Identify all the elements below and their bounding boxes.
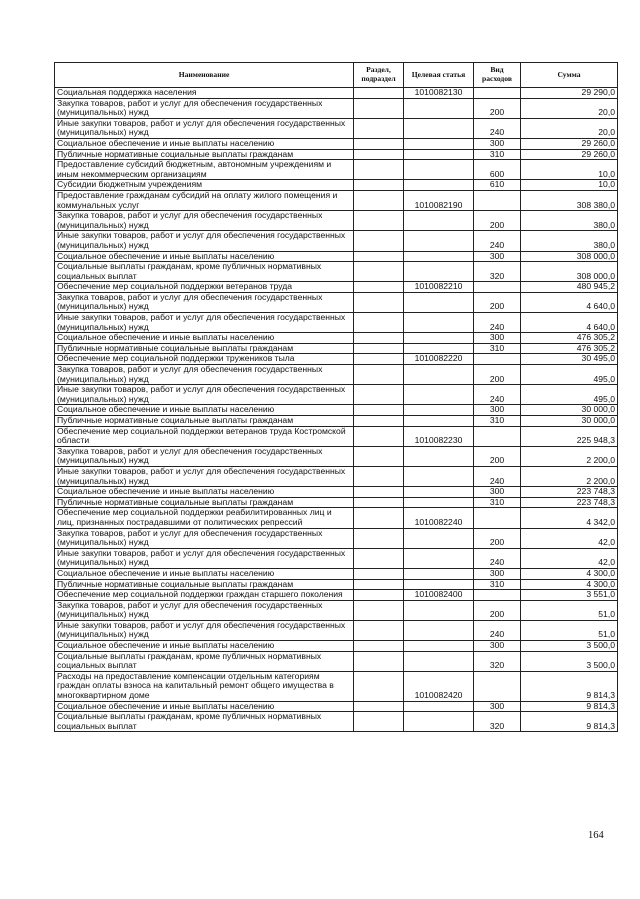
cell-target (404, 138, 474, 149)
cell-type: 600 (474, 160, 521, 180)
cell-type: 300 (474, 641, 521, 652)
cell-section (354, 671, 404, 701)
cell-target: 1010082240 (404, 508, 474, 528)
table-row (55, 701, 618, 712)
cell-sum: 30 000,0 (521, 405, 618, 416)
cell-name: Социальное обеспечение и иные выплаты населению (55, 568, 354, 579)
cell-sum: 20,0 (521, 98, 618, 118)
cell-sum: 51,0 (521, 600, 618, 620)
cell-sum: 10,0 (521, 160, 618, 180)
cell-section (354, 416, 404, 427)
cell-sum: 30 000,0 (521, 416, 618, 427)
table-row (55, 487, 618, 498)
cell-name: Предоставление гражданам субсидий на оплату жилого помещения и коммунальных услуг (55, 190, 354, 210)
table-row (55, 88, 618, 99)
cell-type: 300 (474, 405, 521, 416)
cell-target (404, 405, 474, 416)
table-row (55, 118, 618, 138)
cell-name: Социальное обеспечение и иные выплаты населению (55, 251, 354, 262)
cell-name: Иные закупки товаров, работ и услуг для обеспечения государственных (муниципальных) нужд (55, 385, 354, 405)
table-row (55, 600, 618, 620)
cell-name: Иные закупки товаров, работ и услуг для обеспечения государственных (муниципальных) нужд (55, 466, 354, 486)
cell-name: Социальное обеспечение и иные выплаты населению (55, 641, 354, 652)
cell-target (404, 568, 474, 579)
cell-target (404, 149, 474, 160)
cell-type: 300 (474, 487, 521, 498)
cell-name: Иные закупки товаров, работ и услуг для обеспечения государственных (муниципальных) нужд (55, 118, 354, 138)
cell-sum: 2 200,0 (521, 446, 618, 466)
table-row (55, 405, 618, 416)
cell-type: 200 (474, 365, 521, 385)
table-header (55, 63, 618, 88)
cell-section (354, 405, 404, 416)
cell-name: Социальные выплаты гражданам, кроме публичных нормативных социальных выплат (55, 651, 354, 671)
table-row (55, 620, 618, 640)
cell-name: Расходы на предоставление компенсации отдельным категориям граждан оплаты взноса на капитальный ремонт общего имущества в многоквартирном доме (55, 671, 354, 701)
cell-type: 240 (474, 620, 521, 640)
cell-target (404, 385, 474, 405)
table-row (55, 180, 618, 191)
table-row (55, 416, 618, 427)
cell-name: Публичные нормативные социальные выплаты гражданам (55, 579, 354, 590)
cell-sum: 3 500,0 (521, 651, 618, 671)
table-row (55, 313, 618, 333)
cell-type: 310 (474, 497, 521, 508)
table-row (55, 292, 618, 312)
cell-sum: 308 380,0 (521, 190, 618, 210)
cell-type: 200 (474, 98, 521, 118)
cell-target (404, 416, 474, 427)
header-sum: Сумма (521, 63, 618, 88)
cell-name: Социальное обеспечение и иные выплаты населению (55, 138, 354, 149)
cell-sum: 42,0 (521, 548, 618, 568)
cell-section (354, 251, 404, 262)
cell-type: 240 (474, 313, 521, 333)
cell-sum: 223 748,3 (521, 487, 618, 498)
cell-sum: 308 000,0 (521, 262, 618, 282)
cell-section (354, 190, 404, 210)
cell-sum: 495,0 (521, 385, 618, 405)
table-row (55, 385, 618, 405)
cell-section (354, 354, 404, 365)
cell-section (354, 160, 404, 180)
cell-sum: 10,0 (521, 180, 618, 191)
table-row (55, 579, 618, 590)
cell-type: 200 (474, 292, 521, 312)
table-row (55, 528, 618, 548)
table-body (55, 88, 618, 732)
cell-type (474, 88, 521, 99)
table-row (55, 231, 618, 251)
cell-name: Иные закупки товаров, работ и услуг для обеспечения государственных (муниципальных) нужд (55, 313, 354, 333)
cell-name: Публичные нормативные социальные выплаты гражданам (55, 149, 354, 160)
cell-type: 300 (474, 251, 521, 262)
cell-type: 310 (474, 149, 521, 160)
cell-type: 610 (474, 180, 521, 191)
cell-sum: 225 948,3 (521, 426, 618, 446)
cell-section (354, 568, 404, 579)
cell-name: Обеспечение мер социальной поддержки ветеранов труда Костромской области (55, 426, 354, 446)
cell-target: 1010082130 (404, 88, 474, 99)
cell-sum: 476 305,2 (521, 333, 618, 344)
cell-name: Публичные нормативные социальные выплаты гражданам (55, 497, 354, 508)
cell-target (404, 180, 474, 191)
cell-target: 1010082400 (404, 590, 474, 601)
cell-section (354, 651, 404, 671)
cell-name: Закупка товаров, работ и услуг для обеспечения государственных (муниципальных) нужд (55, 600, 354, 620)
cell-sum: 308 000,0 (521, 251, 618, 262)
cell-type (474, 282, 521, 293)
cell-type: 240 (474, 466, 521, 486)
cell-name: Закупка товаров, работ и услуг для обеспечения государственных (муниципальных) нужд (55, 446, 354, 466)
cell-target: 1010082210 (404, 282, 474, 293)
cell-name: Закупка товаров, работ и услуг для обеспечения государственных (муниципальных) нужд (55, 292, 354, 312)
cell-target (404, 487, 474, 498)
cell-target (404, 579, 474, 590)
cell-section (354, 231, 404, 251)
cell-type: 240 (474, 118, 521, 138)
cell-type: 320 (474, 262, 521, 282)
cell-name: Субсидии бюджетным учреждениям (55, 180, 354, 191)
table-row (55, 343, 618, 354)
cell-target (404, 466, 474, 486)
cell-target (404, 313, 474, 333)
cell-name: Обеспечение мер социальной поддержки граждан старшего поколения (55, 590, 354, 601)
cell-section (354, 211, 404, 231)
cell-target (404, 528, 474, 548)
cell-name: Социальное обеспечение и иные выплаты населению (55, 333, 354, 344)
cell-section (354, 466, 404, 486)
cell-section (354, 579, 404, 590)
cell-sum: 29 260,0 (521, 149, 618, 160)
cell-sum: 380,0 (521, 231, 618, 251)
budget-table (54, 62, 618, 732)
table-row (55, 333, 618, 344)
cell-section (354, 262, 404, 282)
cell-sum: 3 500,0 (521, 641, 618, 652)
cell-type: 310 (474, 416, 521, 427)
cell-section (354, 497, 404, 508)
cell-name: Предоставление субсидий бюджетным, автономным учреждениям и иным некоммерческим организациям (55, 160, 354, 180)
cell-section (354, 343, 404, 354)
cell-name: Социальные выплаты гражданам, кроме публичных нормативных социальных выплат (55, 712, 354, 732)
table-row (55, 160, 618, 180)
cell-target (404, 620, 474, 640)
table-row (55, 712, 618, 732)
cell-target: 1010082420 (404, 671, 474, 701)
cell-type: 310 (474, 579, 521, 590)
cell-sum: 30 495,0 (521, 354, 618, 365)
cell-name: Социальное обеспечение и иные выплаты населению (55, 405, 354, 416)
cell-sum: 9 814,3 (521, 712, 618, 732)
page-number: 164 (588, 830, 604, 841)
cell-name: Социальная поддержка населения (55, 88, 354, 99)
cell-section (354, 180, 404, 191)
cell-section (354, 712, 404, 732)
cell-section (354, 446, 404, 466)
table-row (55, 641, 618, 652)
cell-sum: 380,0 (521, 211, 618, 231)
cell-type (474, 354, 521, 365)
cell-name: Закупка товаров, работ и услуг для обеспечения государственных (муниципальных) нужд (55, 98, 354, 118)
header-name: Наименование (55, 63, 354, 88)
cell-sum: 2 200,0 (521, 466, 618, 486)
cell-sum: 42,0 (521, 528, 618, 548)
header-type: Вид расходов (474, 63, 521, 88)
cell-type (474, 426, 521, 446)
cell-type: 300 (474, 701, 521, 712)
table-row (55, 497, 618, 508)
cell-target (404, 231, 474, 251)
header-row (55, 63, 618, 88)
cell-target (404, 651, 474, 671)
cell-type: 300 (474, 138, 521, 149)
cell-type: 240 (474, 231, 521, 251)
cell-section (354, 487, 404, 498)
cell-name: Публичные нормативные социальные выплаты гражданам (55, 343, 354, 354)
cell-sum: 480 945,2 (521, 282, 618, 293)
cell-target: 1010082230 (404, 426, 474, 446)
cell-section (354, 365, 404, 385)
cell-type: 240 (474, 385, 521, 405)
header-section: Раздел, подраздел (354, 63, 404, 88)
cell-target (404, 118, 474, 138)
table-row (55, 282, 618, 293)
cell-target (404, 641, 474, 652)
cell-section (354, 98, 404, 118)
header-target: Целевая статья (404, 63, 474, 88)
cell-name: Закупка товаров, работ и услуг для обеспечения государственных (муниципальных) нужд (55, 211, 354, 231)
cell-name: Публичные нормативные социальные выплаты гражданам (55, 416, 354, 427)
cell-target (404, 548, 474, 568)
cell-type (474, 508, 521, 528)
cell-target (404, 446, 474, 466)
table-row (55, 98, 618, 118)
cell-target: 1010082190 (404, 190, 474, 210)
cell-type: 200 (474, 600, 521, 620)
cell-sum: 20,0 (521, 118, 618, 138)
table-row (55, 466, 618, 486)
cell-type: 240 (474, 548, 521, 568)
cell-type: 200 (474, 528, 521, 548)
table-row (55, 149, 618, 160)
cell-type: 320 (474, 651, 521, 671)
table-row (55, 426, 618, 446)
cell-type (474, 190, 521, 210)
cell-name: Иные закупки товаров, работ и услуг для обеспечения государственных (муниципальных) нужд (55, 548, 354, 568)
cell-sum: 9 814,3 (521, 701, 618, 712)
cell-name: Обеспечение мер социальной поддержки реабилитированных лиц и лиц, признанных пострадавшими от политических репрессий (55, 508, 354, 528)
cell-target (404, 211, 474, 231)
table-row (55, 211, 618, 231)
cell-section (354, 282, 404, 293)
cell-name: Иные закупки товаров, работ и услуг для обеспечения государственных (муниципальных) нужд (55, 620, 354, 640)
cell-section (354, 590, 404, 601)
cell-section (354, 426, 404, 446)
cell-sum: 4 342,0 (521, 508, 618, 528)
cell-type (474, 671, 521, 701)
cell-section (354, 548, 404, 568)
cell-type: 200 (474, 446, 521, 466)
cell-target (404, 365, 474, 385)
cell-type (474, 590, 521, 601)
table-row (55, 138, 618, 149)
cell-section (354, 620, 404, 640)
cell-type: 300 (474, 568, 521, 579)
cell-name: Обеспечение мер социальной поддержки ветеранов труда (55, 282, 354, 293)
table-row (55, 568, 618, 579)
cell-sum: 51,0 (521, 620, 618, 640)
cell-type: 200 (474, 211, 521, 231)
cell-target: 1010082220 (404, 354, 474, 365)
table-row (55, 251, 618, 262)
cell-name: Закупка товаров, работ и услуг для обеспечения государственных (муниципальных) нужд (55, 528, 354, 548)
table-row (55, 671, 618, 701)
cell-sum: 4 300,0 (521, 568, 618, 579)
table-row (55, 190, 618, 210)
table-row (55, 354, 618, 365)
cell-name: Закупка товаров, работ и услуг для обеспечения государственных (муниципальных) нужд (55, 365, 354, 385)
cell-section (354, 701, 404, 712)
cell-target (404, 98, 474, 118)
cell-sum: 3 551,0 (521, 590, 618, 601)
cell-target (404, 701, 474, 712)
table-row (55, 446, 618, 466)
cell-sum: 4 300,0 (521, 579, 618, 590)
cell-name: Обеспечение мер социальной поддержки тружеников тыла (55, 354, 354, 365)
cell-target (404, 343, 474, 354)
cell-target (404, 262, 474, 282)
cell-section (354, 138, 404, 149)
cell-section (354, 641, 404, 652)
cell-sum: 495,0 (521, 365, 618, 385)
cell-section (354, 333, 404, 344)
cell-type: 320 (474, 712, 521, 732)
cell-sum: 29 260,0 (521, 138, 618, 149)
cell-sum: 29 290,0 (521, 88, 618, 99)
table-row (55, 508, 618, 528)
cell-section (354, 528, 404, 548)
cell-target (404, 251, 474, 262)
cell-sum: 4 640,0 (521, 292, 618, 312)
table-row (55, 590, 618, 601)
cell-section (354, 118, 404, 138)
cell-target (404, 712, 474, 732)
cell-section (354, 508, 404, 528)
cell-target (404, 333, 474, 344)
cell-section (354, 600, 404, 620)
cell-name: Социальные выплаты гражданам, кроме публичных нормативных социальных выплат (55, 262, 354, 282)
cell-section (354, 88, 404, 99)
cell-name: Социальное обеспечение и иные выплаты населению (55, 701, 354, 712)
cell-target (404, 497, 474, 508)
cell-type: 300 (474, 333, 521, 344)
cell-target (404, 292, 474, 312)
cell-type: 310 (474, 343, 521, 354)
cell-section (354, 385, 404, 405)
table-row (55, 651, 618, 671)
cell-section (354, 149, 404, 160)
table-row (55, 262, 618, 282)
cell-sum: 4 640,0 (521, 313, 618, 333)
table-row (55, 548, 618, 568)
cell-target (404, 160, 474, 180)
cell-section (354, 292, 404, 312)
cell-section (354, 313, 404, 333)
table-row (55, 365, 618, 385)
cell-name: Социальное обеспечение и иные выплаты населению (55, 487, 354, 498)
cell-name: Иные закупки товаров, работ и услуг для обеспечения государственных (муниципальных) нужд (55, 231, 354, 251)
cell-target (404, 600, 474, 620)
cell-sum: 223 748,3 (521, 497, 618, 508)
cell-sum: 9 814,3 (521, 671, 618, 701)
cell-sum: 476 305,2 (521, 343, 618, 354)
